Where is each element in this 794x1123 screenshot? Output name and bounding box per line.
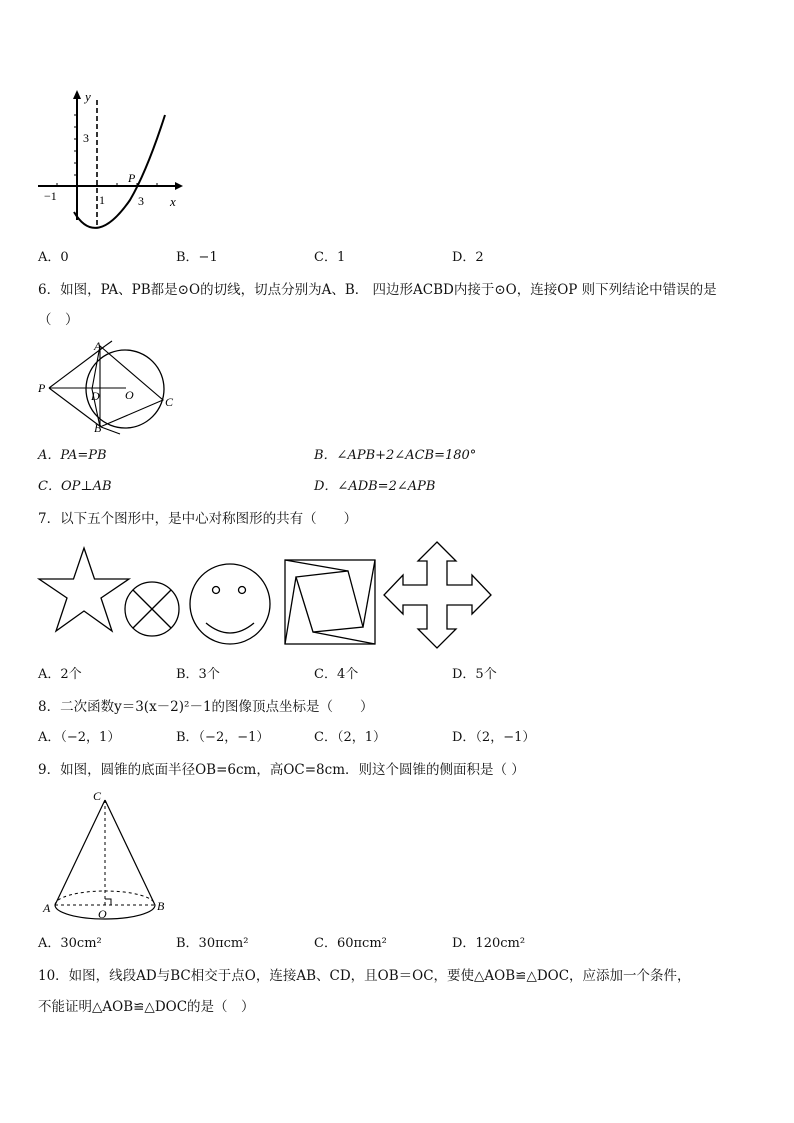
neg-one-label: −1 bbox=[44, 189, 57, 203]
q10-line-1: 10．如图，线段AD与BC相交于点O，连接AB、CD，且OB＝OC，要使△AOB≌△DOC，应添加一个条件， bbox=[38, 968, 691, 984]
q6-stem: 6．如图，PA、PB都是⊙O的切线，切点分别为A、B． 四边形ACBD内接于⊙O，连接OP 则下列结论中错误的是 bbox=[38, 282, 717, 298]
right-angle-mark bbox=[105, 899, 111, 905]
cone-edge-ca bbox=[55, 800, 105, 905]
q9-stem: 9．如图，圆锥的底面半径OB=6cm，高OC=8cm．则这个圆锥的侧面积是（ ） bbox=[38, 762, 525, 778]
y-label: y bbox=[85, 89, 91, 104]
smiley-face-shape bbox=[190, 564, 270, 644]
q7-option-a: A．2个 bbox=[38, 667, 82, 682]
q5-option-a: A．0 bbox=[38, 250, 69, 265]
y-axis-arrow bbox=[73, 90, 81, 99]
q7-option-d: D．5个 bbox=[452, 667, 497, 682]
q8-option-c: C．（2，1） bbox=[314, 730, 386, 745]
star-shape bbox=[39, 548, 129, 631]
q7-stem: 7．以下五个图形中，是中心对称图形的共有（ ） bbox=[38, 511, 358, 527]
q8-option-a: A．（−2，1） bbox=[38, 730, 121, 745]
label-a: A bbox=[94, 339, 102, 353]
q5-option-b: B．−1 bbox=[176, 250, 218, 265]
label-p: P bbox=[38, 381, 46, 395]
p-label: P bbox=[128, 171, 136, 185]
label-c: C bbox=[165, 395, 174, 409]
label-b: B bbox=[94, 421, 102, 435]
q6-paren: （ ） bbox=[38, 312, 79, 328]
q5-option-c: C．1 bbox=[314, 250, 346, 265]
quadrilateral-acbd bbox=[92, 346, 163, 427]
q7-option-b: B．3个 bbox=[176, 667, 220, 682]
cone-label-a: A bbox=[43, 901, 51, 915]
x-label: x bbox=[170, 194, 176, 209]
five-shapes-figure bbox=[30, 535, 500, 660]
four-arrows-shape bbox=[384, 542, 491, 648]
q6-option-d: D．∠ADB=2∠APB bbox=[314, 479, 436, 494]
q5-option-d: D．2 bbox=[452, 250, 484, 265]
q9-option-d: D．120cm² bbox=[452, 936, 526, 951]
y-three-label: 3 bbox=[83, 131, 89, 145]
q8-option-d: D．（2，−1） bbox=[452, 730, 536, 745]
pinwheel-square-shape bbox=[285, 560, 375, 644]
cone-label-o: O bbox=[98, 907, 107, 921]
label-o: O bbox=[125, 388, 134, 402]
cone-label-b: B bbox=[157, 899, 165, 913]
cone-figure bbox=[30, 785, 180, 930]
q8-option-b: B．（−2，−1） bbox=[176, 730, 270, 745]
q8-stem: 8．二次函数y＝3(x－2)²－1的图像顶点坐标是（ ） bbox=[38, 699, 374, 715]
q7-option-c: C．4个 bbox=[314, 667, 359, 682]
x-three-label: 3 bbox=[138, 194, 144, 208]
parabola-graph bbox=[30, 85, 190, 235]
q9-option-a: A．30cm² bbox=[38, 936, 102, 951]
cone-edge-cb bbox=[105, 800, 155, 905]
q6-option-b: B．∠APB+2∠ACB=180° bbox=[314, 448, 477, 463]
q10-line-2: 不能证明△AOB≌△DOC的是（ ） bbox=[38, 999, 255, 1015]
x-axis-arrow bbox=[175, 182, 183, 190]
q9-option-b: B．30πcm² bbox=[176, 936, 249, 951]
one-label: 1 bbox=[99, 193, 105, 207]
cone-label-c: C bbox=[93, 789, 102, 803]
q6-option-c: C．OP⊥AB bbox=[38, 479, 112, 494]
label-d: D bbox=[91, 389, 100, 403]
tangent-circle-figure bbox=[30, 335, 190, 440]
q9-option-c: C．60πcm² bbox=[314, 936, 387, 951]
q6-option-a: A．PA=PB bbox=[38, 448, 107, 463]
